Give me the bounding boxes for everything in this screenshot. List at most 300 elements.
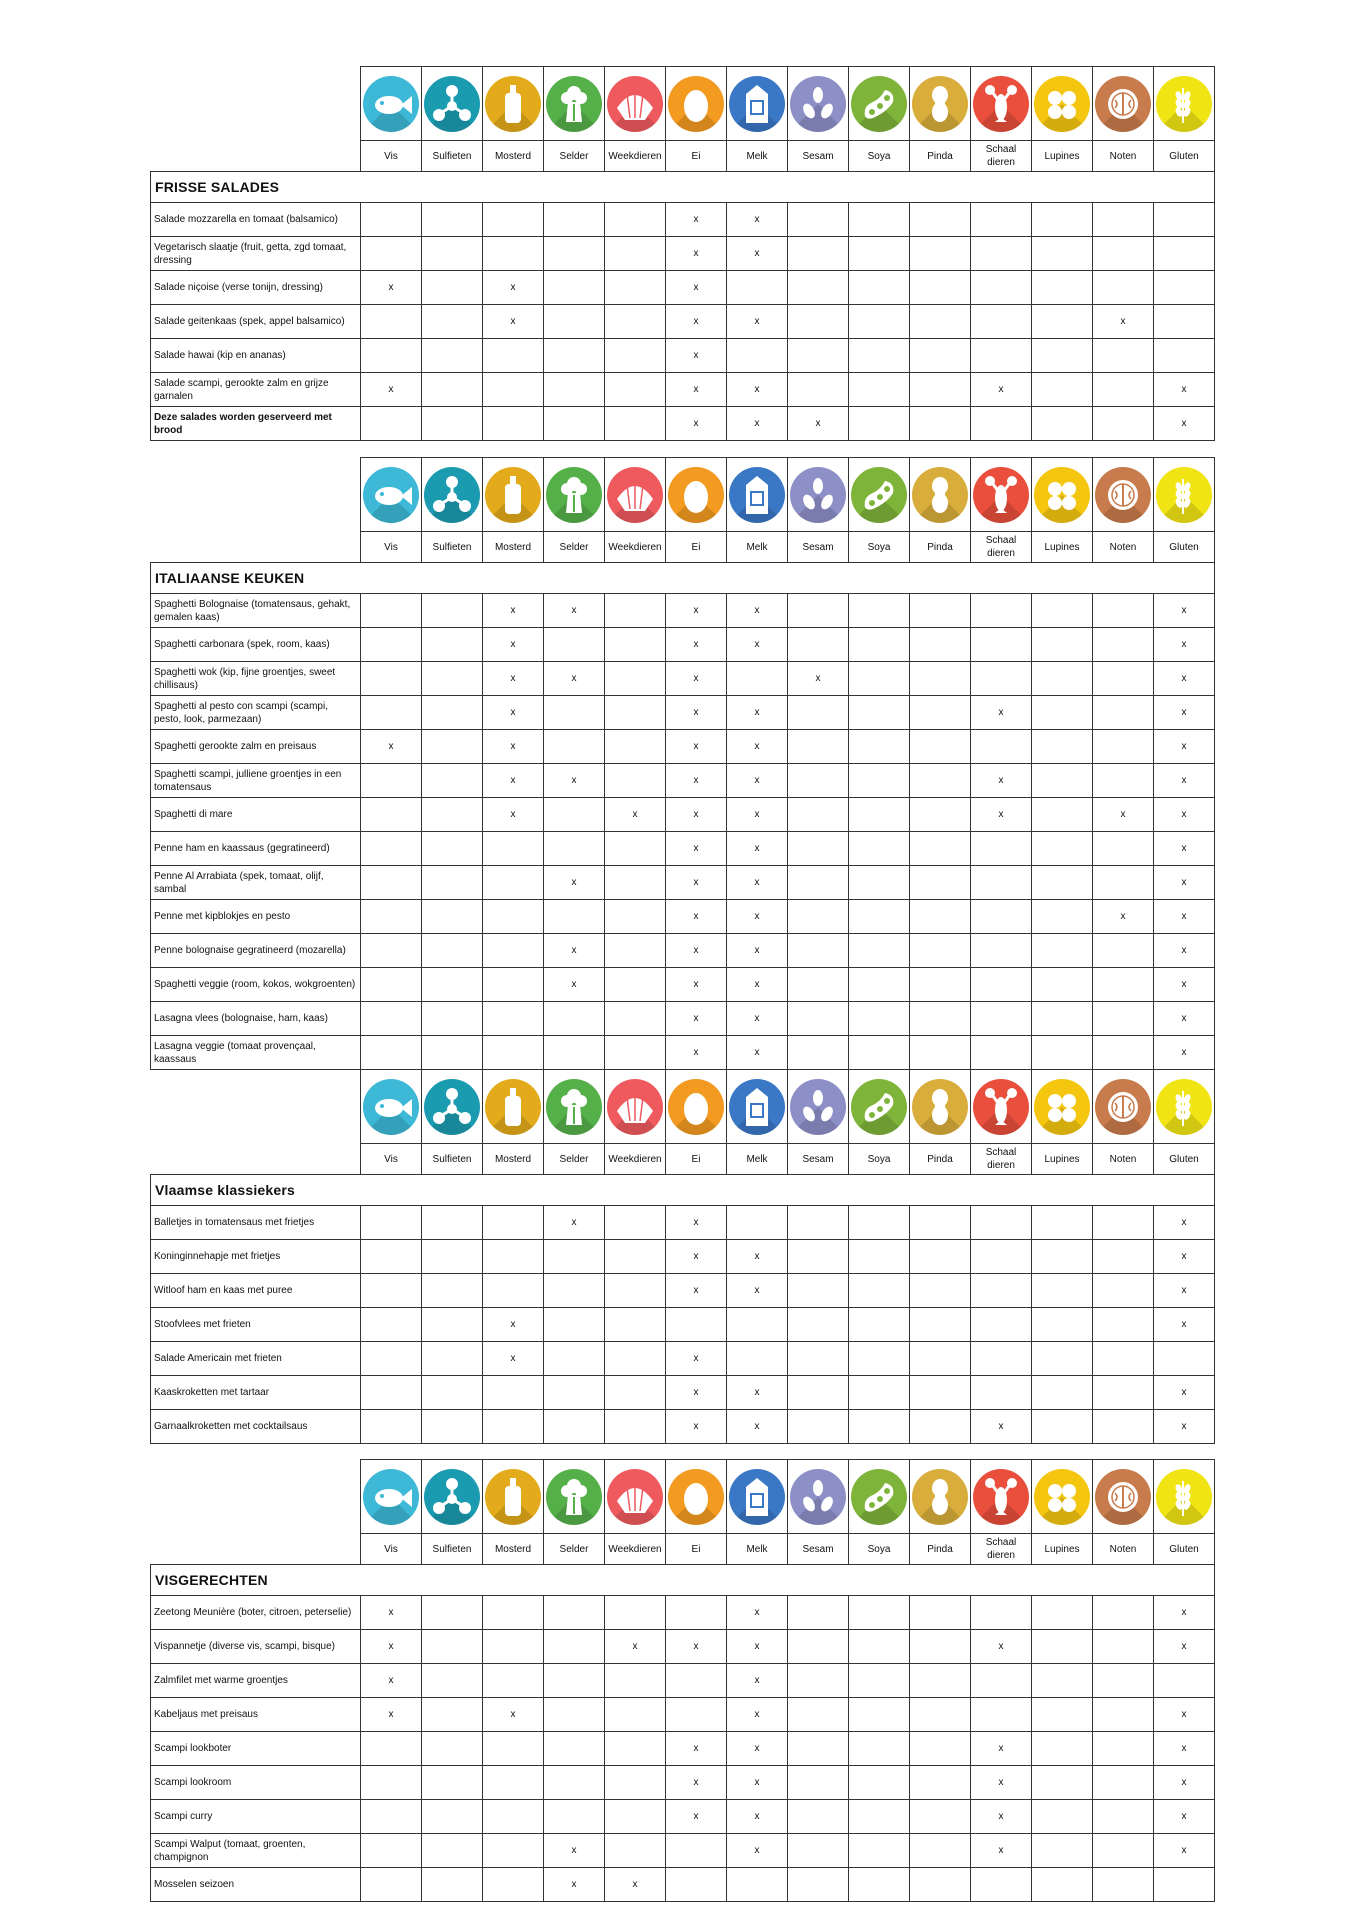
dish-name: Spaghetti wok (kip, fijne groentjes, sweet chillisaus) [151,662,361,696]
allergen-mark-selder [544,1766,605,1800]
allergen-mark-vis [361,1766,422,1800]
egg-icon [668,1469,724,1525]
dish-name: Kaaskroketten met tartaar [151,1376,361,1410]
allergen-mark-gluten: x [1154,832,1215,866]
allergen-mark-selder [544,1800,605,1834]
allergen-mark-ei: x [666,1274,727,1308]
allergen-mark-lupines [1032,1274,1093,1308]
allergen-mark-mosterd [483,1274,544,1308]
allergen-mark-vis [361,1274,422,1308]
allergen-mark-melk: x [727,407,788,441]
allergen-mark-sulfieten [422,203,483,237]
allergen-icon-cell [483,67,544,141]
table-row [151,1036,1215,1070]
allergen-label-lupines: Lupines [1032,532,1093,563]
allergen-label-weekdieren: Weekdieren [605,1144,666,1175]
allergen-mark-noten [1093,1596,1154,1630]
section-title: VISGERECHTEN [151,1565,1215,1596]
section-title: ITALIAANSE KEUKEN [151,563,1215,594]
section-title-row [151,1565,1215,1596]
dish-name: Zalmfilet met warme groentjes [151,1664,361,1698]
allergen-label-vis: Vis [361,1534,422,1565]
allergen-mark-sesam: x [788,407,849,441]
allergen-mark-pinda [910,1596,971,1630]
allergen-mark-melk: x [727,594,788,628]
allergen-mark-sulfieten [422,866,483,900]
allergen-mark-soya [849,407,910,441]
allergen-mark-schaal-dieren [971,1664,1032,1698]
dish-name: Spaghetti scampi, julliene groentjes in een tomatensaus [151,764,361,798]
dish-name: Scampi curry [151,1800,361,1834]
allergen-mark-melk: x [727,832,788,866]
allergen-mark-gluten: x [1154,730,1215,764]
allergen-mark-selder [544,628,605,662]
allergen-mark-pinda [910,1206,971,1240]
allergen-mark-sulfieten [422,237,483,271]
allergen-mark-pinda [910,373,971,407]
table-row [151,730,1215,764]
allergen-mark-ei: x [666,339,727,373]
header-spacer [151,1460,361,1534]
lobster-icon [973,467,1029,523]
allergen-mark-soya [849,373,910,407]
allergen-label-pinda: Pinda [910,532,971,563]
allergen-mark-lupines [1032,1376,1093,1410]
shell-icon [607,467,663,523]
allergen-mark-vis: x [361,271,422,305]
allergen-mark-selder [544,1732,605,1766]
allergen-mark-noten [1093,696,1154,730]
allergen-icon-cell [483,1460,544,1534]
allergen-mark-soya [849,866,910,900]
allergen-label-noten: Noten [1093,1144,1154,1175]
allergen-mark-sulfieten [422,1410,483,1444]
allergen-mark-sesam [788,237,849,271]
allergen-mark-mosterd: x [483,594,544,628]
allergen-mark-melk: x [727,1240,788,1274]
dish-name: Spaghetti di mare [151,798,361,832]
allergen-mark-noten [1093,730,1154,764]
allergen-label-soya: Soya [849,1144,910,1175]
table-row [151,1002,1215,1036]
allergen-mark-mosterd: x [483,1342,544,1376]
allergen-icon-row [151,458,1215,532]
allergen-mark-lupines [1032,1732,1093,1766]
allergen-mark-mosterd [483,1036,544,1070]
table-row [151,1800,1215,1834]
allergen-mark-melk: x [727,1766,788,1800]
allergen-mark-sesam [788,339,849,373]
table-row [151,866,1215,900]
allergen-icon-cell [1093,1460,1154,1534]
allergen-mark-schaal-dieren [971,1342,1032,1376]
allergen-mark-pinda [910,1036,971,1070]
allergen-mark-sulfieten [422,1766,483,1800]
allergen-mark-noten [1093,339,1154,373]
allergen-mark-schaal-dieren: x [971,1766,1032,1800]
dish-name: Salade geitenkaas (spek, appel balsamico) [151,305,361,339]
allergen-mark-lupines [1032,968,1093,1002]
dish-name: Lasagna veggie (tomaat provençaal, kaassaus [151,1036,361,1070]
dish-name: Lasagna vlees (bolognaise, ham, kaas) [151,1002,361,1036]
allergen-mark-melk: x [727,1630,788,1664]
allergen-mark-selder [544,1630,605,1664]
allergen-mark-soya [849,237,910,271]
allergen-mark-lupines [1032,271,1093,305]
allergen-icon-cell [1093,1070,1154,1144]
allergen-mark-mosterd [483,339,544,373]
allergen-mark-schaal-dieren [971,203,1032,237]
allergen-mark-sulfieten [422,1036,483,1070]
allergen-mark-sulfieten [422,271,483,305]
table-row [151,662,1215,696]
allergen-label-selder: Selder [544,141,605,172]
allergen-mark-selder [544,373,605,407]
allergen-mark-sesam [788,1834,849,1868]
allergen-mark-weekdieren [605,1766,666,1800]
allergen-mark-vis [361,662,422,696]
allergen-mark-soya [849,305,910,339]
allergen-mark-sesam [788,1664,849,1698]
allergen-mark-weekdieren [605,594,666,628]
allergen-mark-noten [1093,237,1154,271]
allergen-icon-cell [483,1070,544,1144]
allergen-mark-schaal-dieren [971,628,1032,662]
allergen-mark-gluten: x [1154,1630,1215,1664]
allergen-mark-ei: x [666,1800,727,1834]
allergen-mark-vis [361,1834,422,1868]
allergen-mark-weekdieren [605,1342,666,1376]
allergen-mark-mosterd [483,900,544,934]
soy-pod-icon [851,1469,907,1525]
allergen-mark-lupines [1032,1698,1093,1732]
dish-name: Penne bolognaise gegratineerd (mozarella) [151,934,361,968]
allergen-icon-cell [544,458,605,532]
allergen-mark-sulfieten [422,1240,483,1274]
allergen-mark-ei: x [666,1732,727,1766]
allergen-mark-schaal-dieren: x [971,798,1032,832]
allergen-mark-melk: x [727,934,788,968]
allergen-label-sesam: Sesam [788,141,849,172]
allergen-mark-vis [361,1002,422,1036]
lobster-icon [973,1469,1029,1525]
allergen-mark-soya [849,1834,910,1868]
table-row [151,832,1215,866]
allergen-mark-soya [849,764,910,798]
allergen-mark-mosterd [483,1732,544,1766]
allergen-label-gluten: Gluten [1154,141,1215,172]
allergen-icon-cell [483,458,544,532]
allergen-label-sulfieten: Sulfieten [422,141,483,172]
allergen-mark-ei: x [666,1766,727,1800]
allergen-label-ei: Ei [666,1534,727,1565]
allergen-mark-selder: x [544,764,605,798]
dish-name: Salade mozzarella en tomaat (balsamico) [151,203,361,237]
allergen-label-ei: Ei [666,532,727,563]
allergen-mark-melk: x [727,373,788,407]
allergen-mark-sesam [788,730,849,764]
wheat-icon [1156,76,1212,132]
allergen-label-sulfieten: Sulfieten [422,1144,483,1175]
allergen-label-ei: Ei [666,1144,727,1175]
allergen-mark-sulfieten [422,832,483,866]
allergen-icon-cell [788,458,849,532]
table-row [151,968,1215,1002]
allergen-mark-gluten: x [1154,1308,1215,1342]
allergen-mark-schaal-dieren [971,339,1032,373]
allergen-mark-gluten: x [1154,1834,1215,1868]
allergen-mark-selder: x [544,1868,605,1902]
allergen-mark-vis [361,696,422,730]
allergen-mark-sulfieten [422,968,483,1002]
allergen-mark-noten [1093,1274,1154,1308]
allergen-mark-weekdieren [605,628,666,662]
wheat-icon [1156,1469,1212,1525]
allergen-mark-weekdieren: x [605,1630,666,1664]
allergen-mark-weekdieren [605,203,666,237]
allergen-mark-melk: x [727,1664,788,1698]
allergen-label-soya: Soya [849,141,910,172]
allergen-mark-weekdieren [605,373,666,407]
lobster-icon [973,76,1029,132]
peanut-icon [912,1079,968,1135]
allergen-mark-soya [849,594,910,628]
allergen-mark-noten [1093,1800,1154,1834]
molecule-icon [424,1469,480,1525]
dish-name: Spaghetti veggie (room, kokos, wokgroenten) [151,968,361,1002]
allergen-icon-cell [544,1070,605,1144]
wheat-icon [1156,467,1212,523]
allergen-mark-sulfieten [422,1596,483,1630]
allergen-mark-pinda [910,832,971,866]
allergen-mark-lupines [1032,662,1093,696]
allergen-mark-schaal-dieren [971,730,1032,764]
allergen-mark-pinda [910,407,971,441]
allergen-label-schaal-dieren: Schaal dieren [971,1144,1032,1175]
allergen-mark-ei [666,1698,727,1732]
allergen-mark-weekdieren [605,764,666,798]
allergen-mark-ei: x [666,866,727,900]
allergen-mark-sesam: x [788,662,849,696]
table-row [151,764,1215,798]
table-row [151,934,1215,968]
allergen-mark-selder: x [544,662,605,696]
allergen-mark-sulfieten [422,1664,483,1698]
allergen-icon-cell [910,67,971,141]
allergen-mark-schaal-dieren: x [971,696,1032,730]
dish-name: Salade niçoise (verse tonijn, dressing) [151,271,361,305]
allergen-mark-pinda [910,237,971,271]
allergen-mark-lupines [1032,628,1093,662]
allergen-mark-weekdieren [605,1036,666,1070]
allergen-mark-schaal-dieren [971,1036,1032,1070]
allergen-mark-sulfieten [422,1834,483,1868]
allergen-mark-weekdieren [605,730,666,764]
allergen-icon-cell [849,67,910,141]
lupine-beans-icon [1034,1079,1090,1135]
allergen-icon-cell [1032,1460,1093,1534]
allergen-mark-noten [1093,1308,1154,1342]
allergen-mark-schaal-dieren [971,237,1032,271]
allergen-mark-lupines [1032,1036,1093,1070]
header-spacer [151,1534,361,1565]
allergen-mark-sesam [788,1596,849,1630]
allergen-mark-weekdieren [605,237,666,271]
allergen-mark-selder [544,407,605,441]
allergen-icon-cell [666,458,727,532]
allergen-mark-melk [727,1868,788,1902]
table-row [151,1596,1215,1630]
allergen-mark-schaal-dieren: x [971,1410,1032,1444]
allergen-icon-cell [849,1070,910,1144]
allergen-mark-melk: x [727,866,788,900]
allergen-mark-sesam [788,1002,849,1036]
allergen-mark-noten [1093,1206,1154,1240]
table-row [151,1698,1215,1732]
allergen-mark-gluten: x [1154,1766,1215,1800]
allergen-icon-cell [666,1460,727,1534]
allergen-mark-selder [544,696,605,730]
allergen-mark-ei [666,1308,727,1342]
celery-icon [546,1469,602,1525]
allergen-mark-soya [849,203,910,237]
shell-icon [607,1469,663,1525]
allergen-mark-schaal-dieren [971,1206,1032,1240]
allergen-mark-mosterd [483,1834,544,1868]
header-spacer [151,67,361,141]
table-row [151,407,1215,441]
allergen-mark-pinda [910,1766,971,1800]
dish-name: Penne Al Arrabiata (spek, tomaat, olijf, sambal [151,866,361,900]
dish-name: Spaghetti carbonara (spek, room, kaas) [151,628,361,662]
dish-name: Witloof ham en kaas met puree [151,1274,361,1308]
allergen-mark-melk [727,1308,788,1342]
allergen-label-mosterd: Mosterd [483,1144,544,1175]
molecule-icon [424,467,480,523]
allergen-icon-cell [422,1070,483,1144]
allergen-mark-sesam [788,1376,849,1410]
allergen-mark-schaal-dieren [971,594,1032,628]
allergen-mark-vis [361,305,422,339]
allergen-mark-schaal-dieren [971,1002,1032,1036]
allergen-mark-weekdieren [605,662,666,696]
header-spacer [151,532,361,563]
table-row [151,1274,1215,1308]
allergen-mark-sulfieten [422,1732,483,1766]
allergen-mark-vis: x [361,1596,422,1630]
allergen-mark-ei: x [666,203,727,237]
allergen-mark-vis [361,1376,422,1410]
sesame-seeds-icon [790,1469,846,1525]
allergen-mark-gluten: x [1154,968,1215,1002]
allergen-mark-pinda [910,1732,971,1766]
allergen-label-lupines: Lupines [1032,141,1093,172]
allergen-mark-melk [727,1206,788,1240]
allergen-mark-noten: x [1093,305,1154,339]
allergen-label-gluten: Gluten [1154,1144,1215,1175]
allergen-mark-vis [361,1410,422,1444]
allergen-mark-melk: x [727,305,788,339]
allergen-label-sesam: Sesam [788,532,849,563]
allergen-mark-soya [849,628,910,662]
allergen-mark-soya [849,730,910,764]
allergen-mark-vis: x [361,373,422,407]
allergen-mark-mosterd [483,203,544,237]
allergen-icon-cell [605,458,666,532]
allergen-mark-mosterd [483,832,544,866]
lobster-icon [973,1079,1029,1135]
header-spacer [151,141,361,172]
allergen-label-weekdieren: Weekdieren [605,1534,666,1565]
allergen-mark-ei: x [666,1342,727,1376]
allergen-mark-melk: x [727,1596,788,1630]
allergen-icon-cell [1093,67,1154,141]
allergen-mark-noten [1093,628,1154,662]
allergen-mark-lupines [1032,730,1093,764]
table-row [151,305,1215,339]
allergen-mark-soya [849,900,910,934]
allergen-label-melk: Melk [727,141,788,172]
allergen-mark-soya [849,1002,910,1036]
allergen-icon-cell [1154,67,1215,141]
lupine-beans-icon [1034,467,1090,523]
allergen-icon-cell [727,67,788,141]
allergen-mark-pinda [910,730,971,764]
allergen-mark-sulfieten [422,696,483,730]
allergen-mark-sulfieten [422,1868,483,1902]
fish-icon [363,1469,419,1525]
celery-icon [546,76,602,132]
allergen-mark-pinda [910,662,971,696]
allergen-mark-sulfieten [422,730,483,764]
allergen-icon-cell [727,1460,788,1534]
walnut-icon [1095,1469,1151,1525]
allergen-mark-sesam [788,305,849,339]
allergen-mark-sulfieten [422,594,483,628]
allergen-mark-schaal-dieren [971,662,1032,696]
allergen-mark-gluten: x [1154,1206,1215,1240]
allergen-mark-melk: x [727,798,788,832]
allergen-mark-sulfieten [422,305,483,339]
allergen-mark-melk: x [727,1274,788,1308]
allergen-mark-selder [544,271,605,305]
allergen-label-lupines: Lupines [1032,1534,1093,1565]
allergen-mark-mosterd [483,1240,544,1274]
allergen-mark-lupines [1032,373,1093,407]
allergen-mark-vis: x [361,1698,422,1732]
allergen-mark-ei [666,1596,727,1630]
allergen-mark-soya [849,1596,910,1630]
allergen-mark-pinda [910,1868,971,1902]
table-row [151,1732,1215,1766]
allergen-label-row [151,1534,1215,1565]
allergen-mark-weekdieren [605,339,666,373]
allergen-label-melk: Melk [727,1534,788,1565]
allergen-mark-gluten: x [1154,1800,1215,1834]
allergen-mark-lupines [1032,764,1093,798]
egg-icon [668,1079,724,1135]
allergen-mark-sesam [788,696,849,730]
allergen-mark-pinda [910,1630,971,1664]
allergen-mark-sesam [788,1868,849,1902]
allergen-mark-gluten: x [1154,1410,1215,1444]
allergen-table-italiaanse-keuken [150,457,1215,1070]
allergen-mark-vis [361,594,422,628]
allergen-mark-sesam [788,1274,849,1308]
dish-name: Spaghetti al pesto con scampi (scampi, pesto, look, parmezaan) [151,696,361,730]
allergen-label-melk: Melk [727,532,788,563]
dish-name: Vispannetje (diverse vis, scampi, bisque) [151,1630,361,1664]
